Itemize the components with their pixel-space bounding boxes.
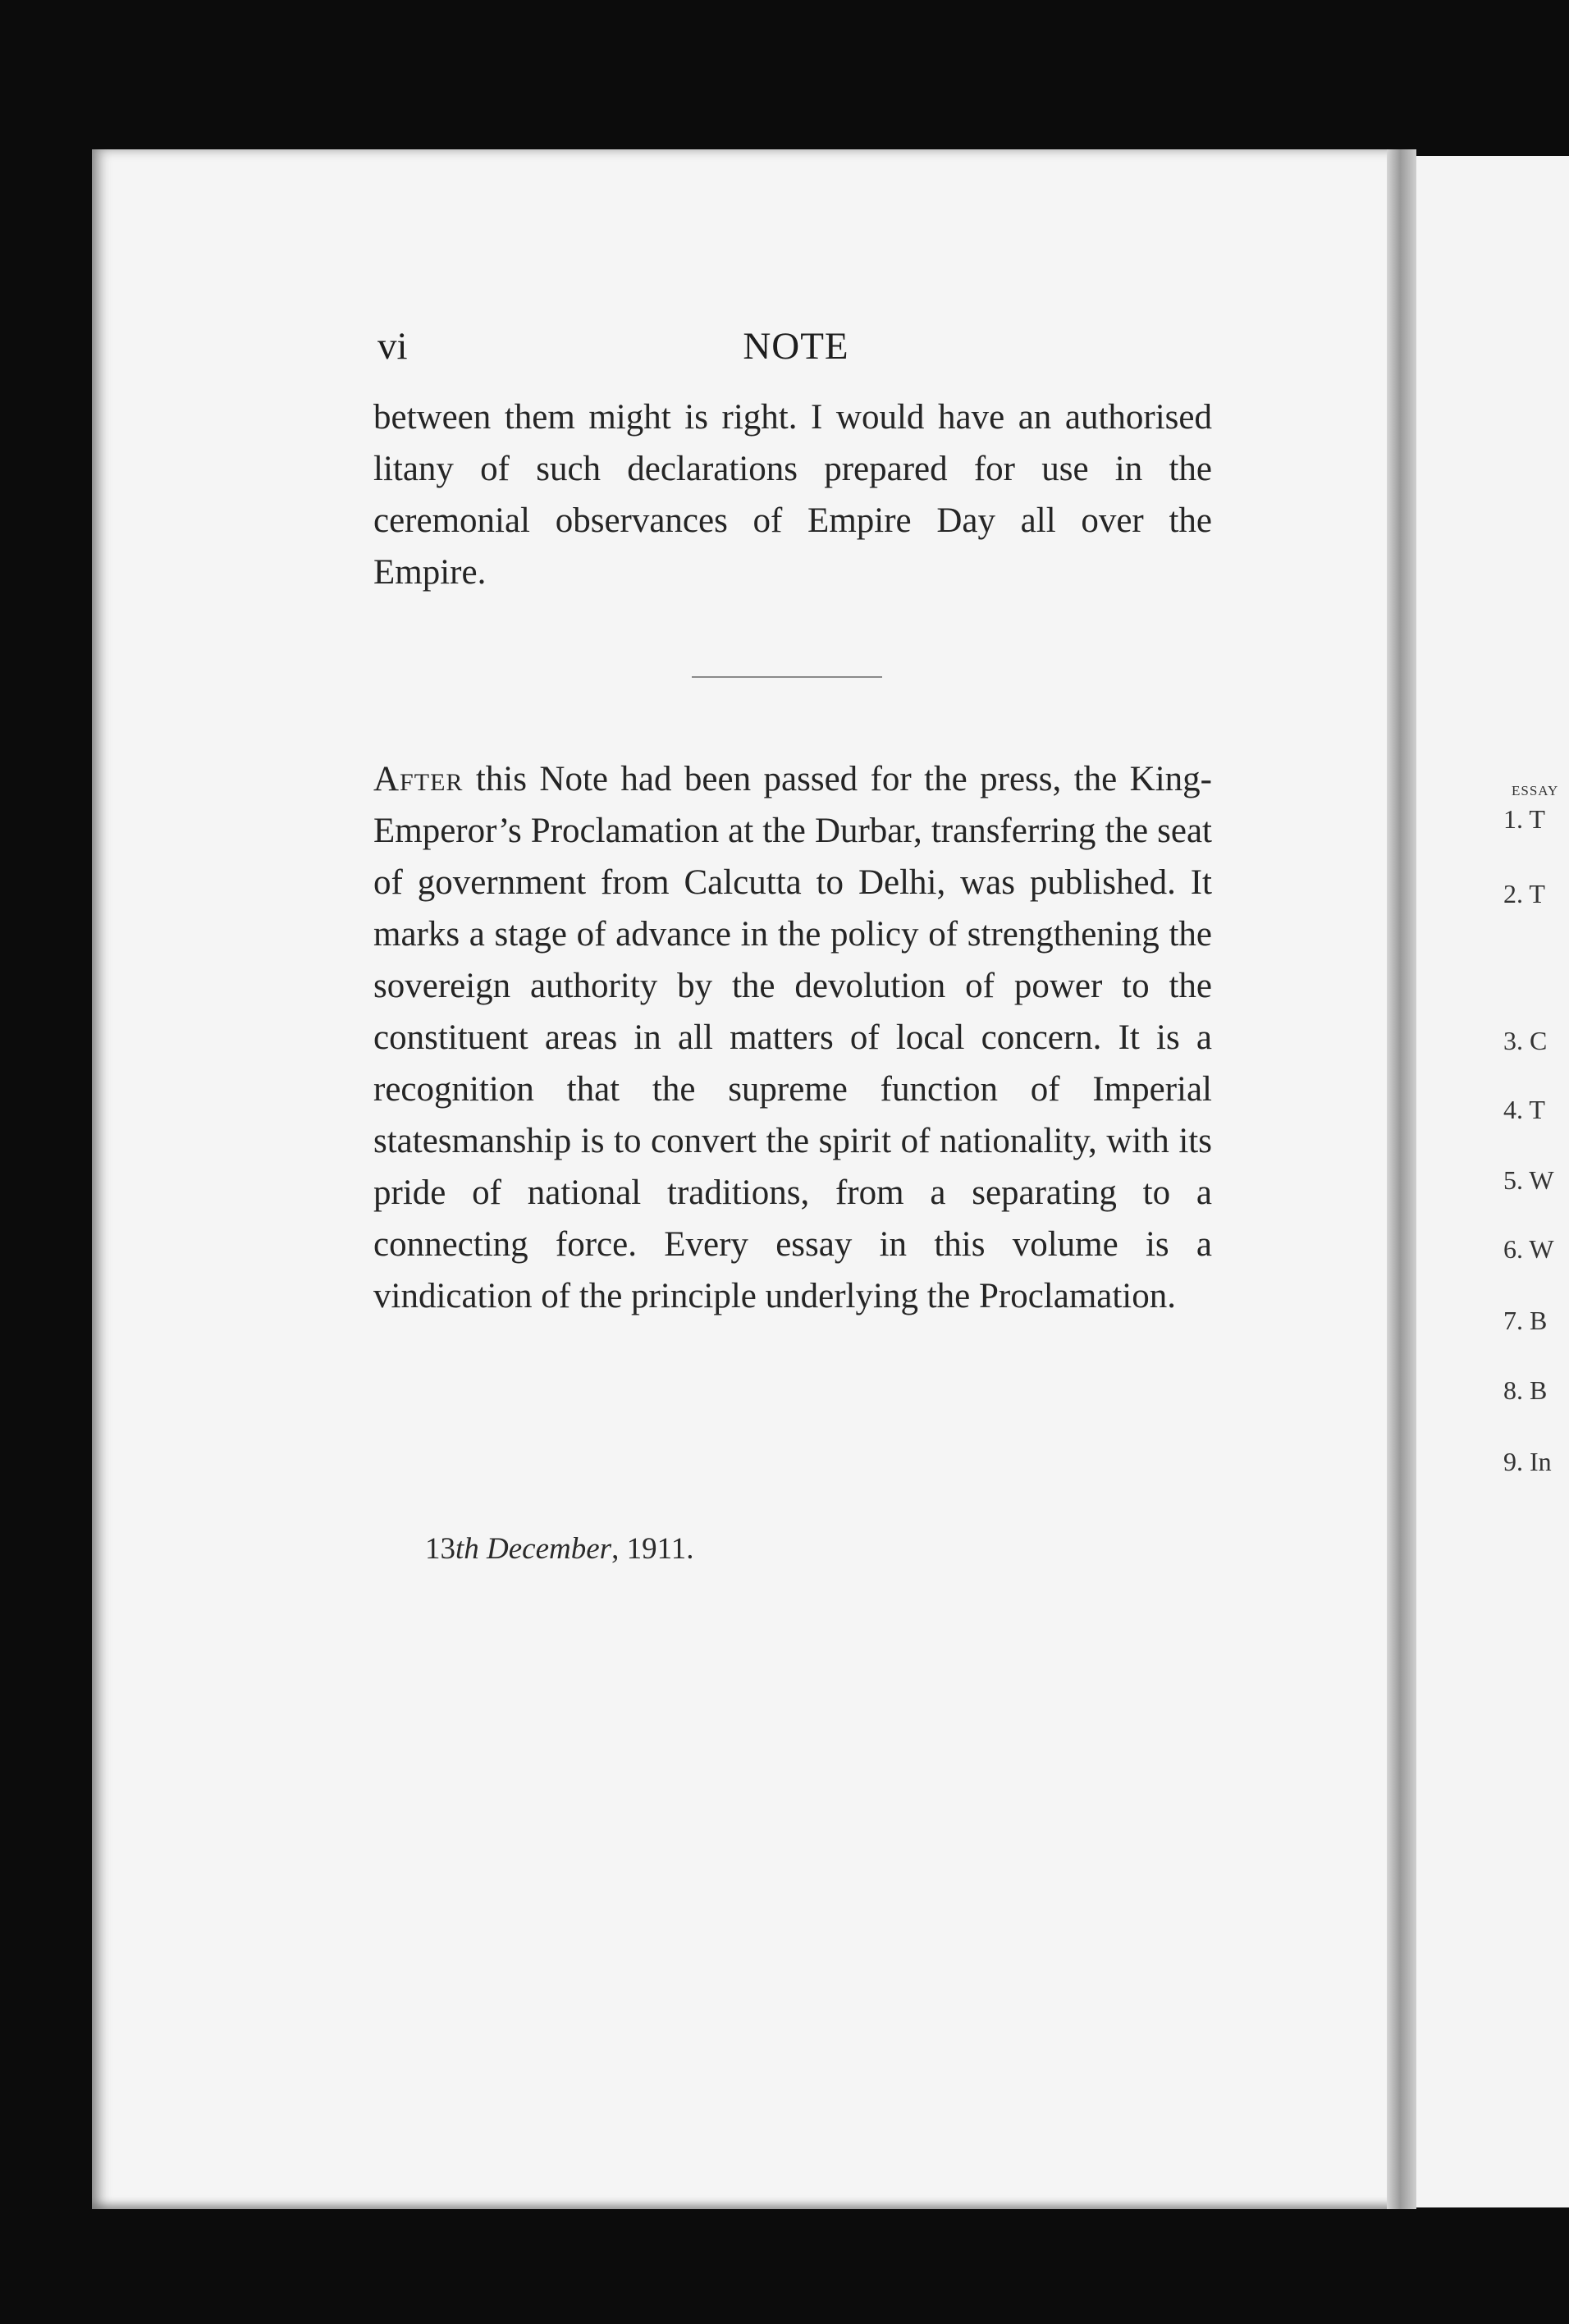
facing-toc-item: 5. W [1503, 1165, 1554, 1195]
facing-toc-item: 6. W [1503, 1234, 1554, 1264]
facing-toc-item: 2. T [1503, 879, 1545, 908]
date-day: 13 [425, 1532, 455, 1566]
date-year: , 1911. [611, 1532, 694, 1566]
facing-toc-item: 3. C [1503, 1026, 1548, 1055]
date-month: th December [455, 1532, 612, 1566]
facing-toc-item: 9. In [1503, 1447, 1552, 1476]
paragraph-2-lead: After [373, 760, 464, 798]
paragraph-2 [373, 753, 1212, 1322]
facing-toc-item: 7. B [1503, 1306, 1548, 1335]
page-number: vi [377, 325, 408, 368]
facing-toc-item: 8. B [1503, 1375, 1548, 1405]
paragraph-1: between them might is right. I would have an authorised litany of such declarations prepared for use in the ceremonial observances of Empire Day all over the Empire. [373, 398, 1212, 592]
running-title: NOTE [743, 325, 849, 368]
book-gutter [1387, 149, 1416, 2209]
facing-toc-item: 1. T [1503, 804, 1545, 834]
facing-toc-item: 4. T [1503, 1095, 1545, 1124]
section-divider [692, 676, 882, 678]
page-header [377, 324, 1214, 373]
dateline [425, 1531, 693, 1567]
paragraph-2-text: this Note had been passed for the press, the King-Emperor’s Proclamation at the Durbar, transferring the seat of government from Calcutta to Delhi, was published. It marks a stage of advance in the policy of strengthening the sovereign authority by the devolution of power to the constituent areas in all matters of local concern. It is a recognition that the supreme function of Imperial statesmanship is to convert the spirit of nationality, with its pride of national traditions, from a separating to a connecting force. Every essay in this volume is a vindication of the principle underlying the Proclamation. [373, 760, 1212, 1315]
facing-page-heading: ESSAY [1512, 783, 1559, 798]
